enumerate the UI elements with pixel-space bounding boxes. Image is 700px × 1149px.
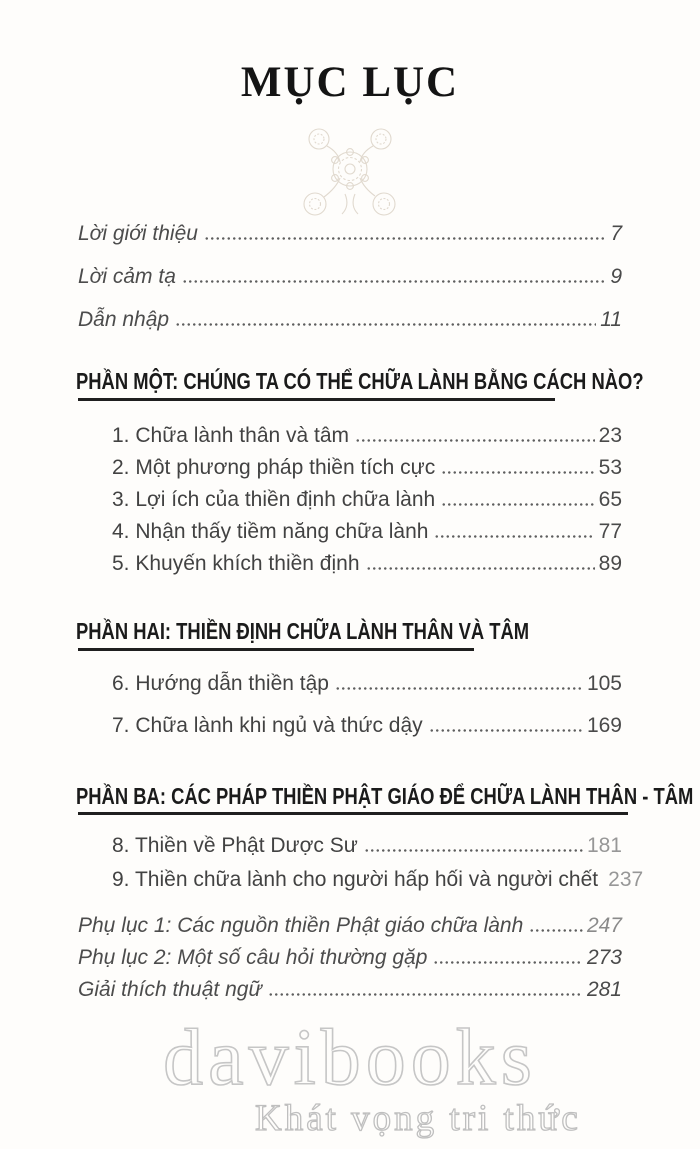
toc-row: [78, 946, 622, 970]
toc-row: [112, 714, 622, 738]
page-number: 9: [610, 265, 622, 288]
back-matter-list: [78, 914, 622, 1002]
dot-leader: [429, 729, 583, 732]
dot-leader: [268, 993, 583, 996]
dot-leader: [366, 567, 595, 570]
section-three-items: [112, 834, 644, 892]
toc-entry-label: 7. Chữa lành khi ngủ và thức dậy: [112, 714, 423, 737]
page-number: 237: [608, 868, 644, 891]
toc-row: [112, 520, 622, 544]
floral-ornament-icon: [290, 122, 410, 226]
front-matter-list: [78, 222, 622, 332]
toc-entry-label: Lời cảm tạ: [78, 265, 176, 288]
dot-leader: [441, 503, 594, 506]
toc-entry-label: Phụ lục 2: Một số câu hỏi thường gặp: [78, 946, 428, 969]
section-heading-part-two: PHẦN HAI: THIỀN ĐỊNH CHỮA LÀNH THÂN VÀ TÂM: [76, 618, 530, 644]
toc-row: [112, 672, 622, 696]
section-heading-part-one: PHẦN MỘT: CHÚNG TA CÓ THỂ CHỮA LÀNH BẰNG CÁCH NÀO?: [76, 368, 644, 394]
page-number: 11: [600, 308, 622, 331]
watermark-tagline: Khát vọng tri thức: [255, 1098, 581, 1139]
toc-entry-label: 6. Hướng dẫn thiền tập: [112, 672, 329, 695]
toc-row: [78, 914, 622, 938]
section-heading-part-three: PHẦN BA: CÁC PHÁP THIỀN PHẬT GIÁO ĐỂ CHỮA LÀNH THÂN - TÂM: [76, 783, 694, 809]
toc-entry-label: 8. Thiền về Phật Dược Sư: [112, 834, 358, 857]
page-number: 89: [598, 552, 622, 575]
toc-entry-label: 3. Lợi ích của thiền định chữa lành: [112, 488, 436, 511]
dot-leader: [355, 439, 595, 442]
toc-entry-label: Phụ lục 1: Các nguồn thiền Phật giáo chữa lành: [78, 914, 524, 937]
toc-entry-label: Giải thích thuật ngữ: [78, 978, 262, 1001]
toc-row: [112, 456, 622, 480]
toc-entry-label: Dẫn nhập: [78, 308, 170, 331]
dot-leader: [335, 687, 583, 690]
toc-row: [78, 978, 622, 1002]
dot-leader: [434, 535, 594, 538]
dot-leader: [364, 849, 583, 852]
dot-leader: [529, 929, 583, 932]
section-two-items: [112, 672, 622, 738]
page-number: 105: [586, 672, 622, 695]
page-number: 169: [586, 714, 622, 737]
dot-leader: [175, 323, 596, 326]
page-number: 281: [586, 978, 622, 1001]
toc-row: [112, 424, 622, 448]
heading-underline: [78, 648, 474, 651]
toc-row: [112, 488, 622, 512]
dot-leader: [204, 237, 606, 240]
dot-leader: [441, 471, 594, 474]
toc-entry-label: 1. Chữa lành thân và tâm: [112, 424, 350, 447]
dot-leader: [433, 961, 583, 964]
toc-row: [112, 552, 622, 576]
page-title: MỤC LỤC: [240, 59, 460, 106]
page-number: 65: [598, 488, 622, 511]
section-one-items: [112, 424, 622, 576]
toc-entry-label: 2. Một phương pháp thiền tích cực: [112, 456, 436, 479]
toc-entry-label: 5. Khuyến khích thiền định: [112, 552, 360, 575]
page-number: 247: [586, 914, 622, 937]
toc-entry-label: 4. Nhận thấy tiềm năng chữa lành: [112, 520, 429, 543]
toc-entry-label: 9. Thiền chữa lành cho người hấp hối và người chết: [112, 868, 599, 891]
toc-row: [78, 308, 622, 332]
toc-row: [112, 834, 622, 858]
watermark-brand: davibooks: [163, 1014, 537, 1102]
toc-entry-label: Lời giới thiệu: [78, 222, 198, 245]
page-number: 181: [586, 834, 622, 857]
page-number: 77: [598, 520, 622, 543]
toc-row: [78, 222, 622, 246]
toc-row: [112, 868, 644, 892]
page-number: 7: [610, 222, 622, 245]
toc-row: [78, 265, 622, 289]
dot-leader: [182, 280, 606, 283]
page-number: 23: [598, 424, 622, 447]
heading-underline: [78, 812, 628, 815]
page-number: 273: [586, 946, 622, 969]
page-number: 53: [598, 456, 622, 479]
heading-underline: [78, 398, 555, 401]
